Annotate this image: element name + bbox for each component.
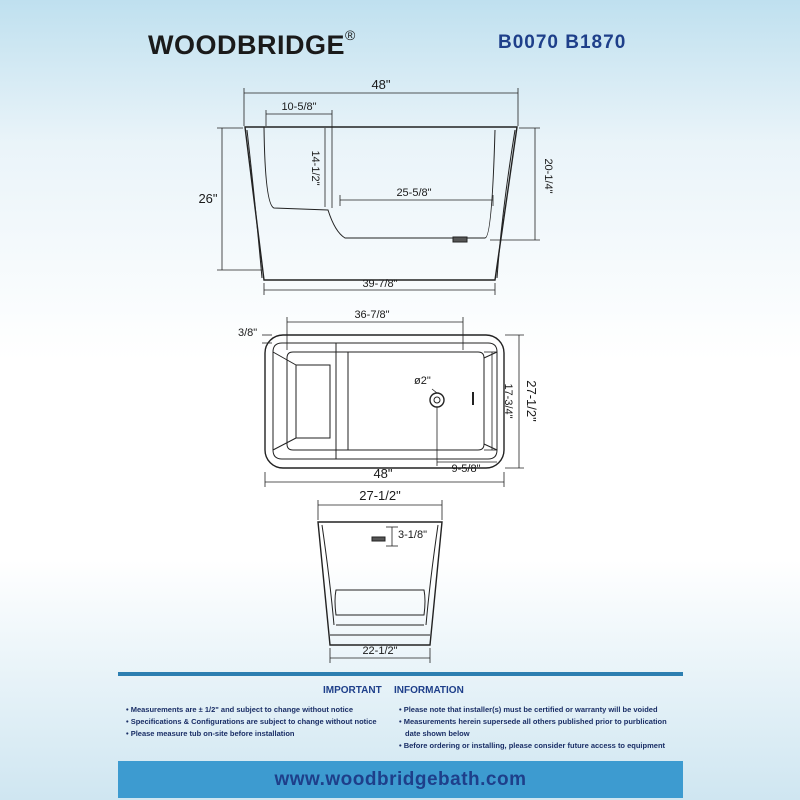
dim-top-inner-width: 17-3/4" [502, 383, 514, 419]
note-left-3: • Please measure tub on-site before installation [126, 729, 295, 738]
dim-side-overall-length: 48" [371, 77, 391, 92]
dim-top-drain-offset: 9-5/8" [451, 463, 481, 475]
side-view-dimensions [217, 88, 540, 295]
dim-side-base-length: 39-7/8" [362, 278, 398, 290]
dim-side-inner-length: 25-5/8" [396, 187, 432, 199]
top-view-tub [265, 335, 504, 468]
footer-bar [118, 761, 683, 798]
note-right-2-cont: date shown below [405, 729, 470, 738]
info-notes-left [126, 704, 377, 740]
dim-side-inner-depth: 20-1/4" [542, 158, 554, 194]
info-title-information: INFORMATION [394, 685, 464, 696]
brand-name: WOODBRIDGE [148, 30, 345, 60]
dim-side-seat-height: 14-1/2" [309, 150, 321, 186]
note-right-1: • Please note that installer(s) must be certified or warranty will be voided [399, 705, 658, 714]
note-left-1: • Measurements are ± 1/2" and subject to change without notice [126, 705, 354, 714]
dim-side-seat-length: 10-5/8" [281, 101, 317, 113]
model-numbers: B0070 B1870 [498, 32, 627, 53]
dim-side-overall-height: 26" [198, 191, 218, 206]
dim-top-rim: 3/8" [238, 327, 258, 339]
info-divider [118, 672, 683, 676]
dim-top-overall-length: 48" [373, 466, 393, 481]
note-left-2: • Specifications & Configurations are subject to change without notice [126, 717, 377, 726]
info-notes-right [399, 704, 667, 752]
end-view-dimensions [318, 500, 442, 663]
info-title-important: IMPORTANT [323, 685, 382, 696]
note-right-2: • Measurements herein supersede all others published prior to purblication [399, 717, 667, 726]
dim-end-overall-width: 27-1/2" [359, 488, 401, 503]
dim-end-base-width: 22-1/2" [362, 645, 398, 657]
side-view-tub [245, 127, 517, 280]
note-right-3: • Before ordering or installing, please consider future access to equipment [399, 741, 666, 750]
dim-top-overall-width: 27-1/2" [524, 380, 539, 422]
website-link[interactable]: www.woodbridgebath.com [274, 769, 527, 790]
dim-top-drain-diameter: ø2" [414, 375, 431, 387]
trademark-symbol: ® [345, 27, 356, 43]
dim-top-inner-length: 36-7/8" [354, 309, 390, 321]
dim-end-overflow-depth: 3-1/8" [398, 529, 427, 541]
